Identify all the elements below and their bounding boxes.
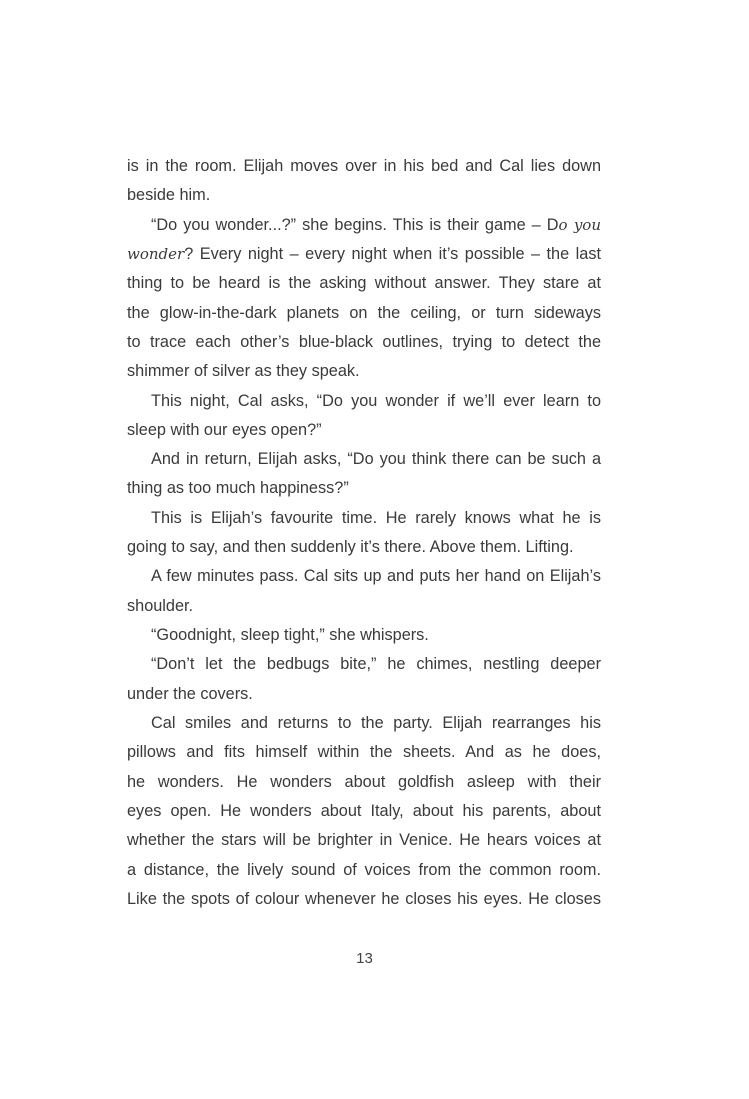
italic-segment: o you <box>558 215 602 234</box>
text-line: going to say, and then suddenly it’s there. Above them. Lifting. <box>127 538 574 557</box>
text-line: under the covers. <box>127 684 253 703</box>
text-line: whether the stars will be brighter in Venice. He hears voices at <box>127 831 601 850</box>
text-line: “Goodnight, sleep tight,” she whispers. <box>151 626 429 644</box>
book-page-text <box>127 152 601 914</box>
text-line: “Don’t let the bedbugs bite,” he chimes, nestling deeper <box>151 655 601 674</box>
italic-segment: wonder <box>127 244 185 263</box>
text-line: This is Elijah’s favourite time. He rarely knows what he is <box>151 508 601 527</box>
text-line: A few minutes pass. Cal sits up and puts her hand on Elijah’s <box>151 567 601 586</box>
text-line <box>127 211 601 240</box>
text-line: thing as too much happiness?” <box>127 479 349 498</box>
text-line: Like the spots of colour whenever he closes his eyes. He closes <box>127 889 601 908</box>
text-line: sleep with our eyes open?” <box>127 420 322 439</box>
text-line: a distance, the lively sound of voices from the common room. <box>127 860 601 879</box>
text-line: shimmer of silver as they speak. <box>127 362 360 381</box>
text-line: beside him. <box>127 186 211 205</box>
page-number: 13 <box>356 950 373 967</box>
text-line: is in the room. Elijah moves over in his bed and Cal lies down <box>127 157 601 175</box>
text-line: the glow-in-the-dark planets on the ceiling, or turn sideways <box>127 303 601 322</box>
text-segment: “Do you wonder...?” she begins. This is their game – D <box>151 215 559 234</box>
text-line: pillows and fits himself within the sheets. And as he does, <box>127 743 601 762</box>
text-line: he wonders. He wonders about goldfish asleep with their <box>127 772 601 791</box>
text-line <box>127 240 601 269</box>
text-line: to trace each other’s blue-black outlines, trying to detect the <box>127 332 601 351</box>
text-line: And in return, Elijah asks, “Do you think there can be such a <box>151 450 601 469</box>
text-line: shoulder. <box>127 596 194 615</box>
text-line: Cal smiles and returns to the party. Elijah rearranges his <box>151 713 601 732</box>
text-line: thing to be heard is the asking without answer. They stare at <box>127 274 601 293</box>
text-line: eyes open. He wonders about Italy, about his parents, about <box>127 801 601 820</box>
text-segment: ? Every night – every night when it’s possible – the last <box>184 244 601 263</box>
text-line: This night, Cal asks, “Do you wonder if we’ll ever learn to <box>151 391 601 410</box>
